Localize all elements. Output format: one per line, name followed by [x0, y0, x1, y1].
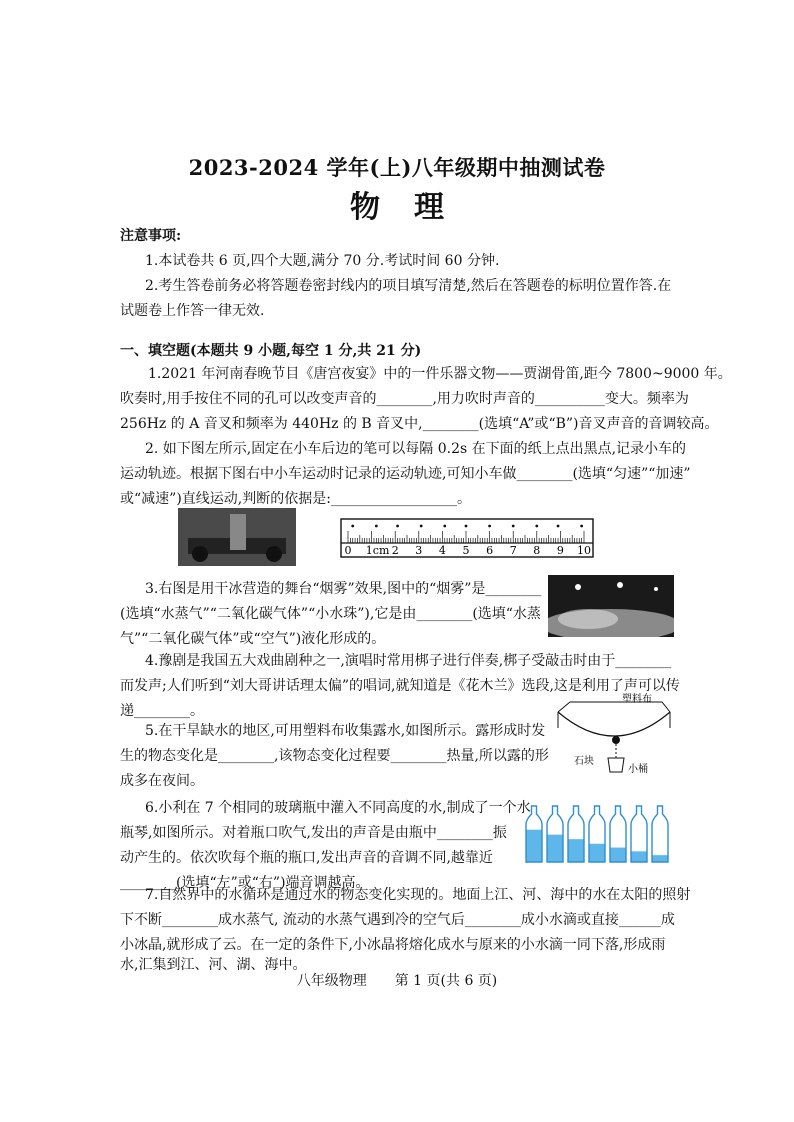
q3-line-1: 3.右图是用干冰营造的舞台“烟雾”效果,图中的“烟雾”是________	[145, 581, 542, 597]
ruler-label: 1cm	[365, 544, 390, 557]
label-plastic-cloth: 塑料布	[622, 694, 652, 705]
ruler-label: 10	[577, 544, 591, 557]
glass-bottle	[610, 806, 626, 862]
stage-fog-image	[548, 575, 674, 637]
ruler-label: 9	[556, 544, 564, 557]
trajectory-dot	[396, 525, 399, 528]
glass-bottle	[589, 806, 605, 862]
q3-line-2: (选填“水蒸气”“二氧化碳气体”“小水珠”),它是由________(选填“水蒸	[120, 606, 541, 622]
notes-item-2a: 2.考生答卷前务必将答题卷密封线内的项目填写清楚,然后在答题卷的标明位置作答.在	[145, 278, 672, 294]
notes-item-1: 1.本试卷共 6 页,四个大题,满分 70 分.考试时间 60 分钟.	[145, 253, 500, 269]
ruler-label: 6	[486, 544, 494, 557]
q4-line-3: 递________。	[120, 703, 204, 719]
bottle-water	[631, 851, 647, 862]
glass-bottle	[547, 806, 563, 862]
trajectory-dot	[488, 525, 491, 528]
q2-line-3: 或“减速”)直线运动,判断的依据是:__________________。	[120, 491, 471, 507]
q5-line-2: 生的物态变化是________,该物态变化过程要________热量,所以露的形	[120, 748, 549, 764]
q2-line-2: 运动轨迹。根据下图右中小车运动时记录的运动轨迹,可知小车做________(选填“匀速”“加速”	[120, 466, 691, 482]
trajectory-dot	[580, 525, 583, 528]
car-photo	[178, 508, 296, 566]
q6-line-1: 6.小利在 7 个相同的玻璃瓶中灌入不同高度的水,制成了一个水	[145, 800, 531, 816]
dew-collector-figure	[552, 690, 676, 782]
ruler-label: 8	[533, 544, 541, 557]
q4-line-1: 4.豫剧是我国五大戏曲剧种之一,演唱时常用梆子进行伴奏,梆子受敲击时由于________	[145, 653, 672, 669]
q7-line-4: 水,汇集到江、河、湖、海中。	[120, 957, 307, 973]
bottle-water	[547, 835, 563, 862]
stage-fog-photo	[548, 575, 674, 637]
car-photo-image	[178, 508, 296, 566]
trajectory-dot	[351, 525, 354, 528]
exam-title: 2023-2024 学年(上)八年级期中抽测试卷	[188, 155, 606, 180]
ruler-label: 4	[438, 544, 446, 557]
q6-line-3: 动产生的。依次吹每个瓶的瓶口,发出声音的音调不同,越靠近	[120, 850, 493, 866]
q7-line-1: 7.自然界中的水循环是通过水的物态变化实现的。地面上江、河、海中的水在太阳的照射	[145, 887, 691, 903]
q5-line-1: 5.在干旱缺水的地区,可用塑料布收集露水,如图所示。露形成时发	[145, 723, 546, 739]
label-bucket: 小桶	[628, 764, 648, 775]
bottle-water	[568, 839, 584, 862]
notes-item-2b: 试题卷上作答一律无效.	[120, 303, 265, 319]
q5-line-3: 成多在夜间。	[120, 773, 204, 789]
trajectory-dot	[420, 525, 423, 528]
ruler-label: 7	[509, 544, 517, 557]
water-bottles-figure	[522, 800, 672, 870]
q1-line-2: 吹奏时,用手按住不同的孔可以改变声音的________,用力吹时声音的__________变大。频率为	[120, 391, 689, 407]
ruler-label: 3	[415, 544, 423, 557]
q7-line-3: 小冰晶,就形成了云。在一定的条件下,小冰晶将熔化成水与原来的小水滴一同下落,形成雨	[120, 937, 666, 953]
section-heading: 一、填空题(本题共 9 小题,每空 1 分,共 21 分)	[120, 343, 422, 359]
trajectory-dot	[535, 525, 538, 528]
q3-line-3: 气”“二氧化碳气体”或“空气”)液化形成的。	[120, 631, 386, 647]
glass-bottle	[526, 806, 542, 862]
glass-bottle	[631, 806, 647, 862]
bottle-water	[526, 830, 542, 862]
trajectory-dot	[557, 525, 560, 528]
ruler-label: 0	[344, 544, 352, 557]
ruler-figure	[340, 518, 594, 558]
glass-bottle	[568, 806, 584, 862]
bottle-water	[610, 848, 626, 862]
trajectory-dot	[465, 525, 468, 528]
trajectory-dot	[512, 525, 515, 528]
trajectory-dot	[375, 525, 378, 528]
q2-line-1: 2. 如下图左所示,固定在小车后边的笔可以每隔 0.2s 在下面的纸上点出黑点,记录小车的	[145, 441, 687, 457]
q7-line-2: 下不断________成水蒸气, 流动的水蒸气遇到冷的空气后________成小水滴或直接______成	[120, 912, 675, 928]
bottle-water	[652, 855, 668, 862]
glass-bottle	[652, 806, 668, 862]
notes-heading: 注意事项:	[120, 228, 182, 244]
label-stone: 石块	[574, 756, 594, 767]
bottle-water	[589, 844, 605, 862]
q4-line-2: 而发声;人们听到“刘大哥讲话理太偏”的唱词,就知道是《花木兰》选段,这是利用了声可以传	[120, 678, 680, 694]
subject-title: 物理	[350, 190, 478, 225]
ruler-label: 5	[462, 544, 470, 557]
q1-line-1: 1.2021 年河南春晚节目《唐宫夜宴》中的一件乐器文物——贾湖骨笛,距今 7800~9000 年。	[148, 366, 732, 382]
ruler-label: 2	[391, 544, 399, 557]
trajectory-dot	[443, 525, 446, 528]
page-footer: 八年级物理 第 1 页(共 6 页)	[296, 973, 498, 989]
q6-line-4: ________(选填“左”或“右”)端音调越高。	[120, 875, 370, 891]
q6-line-2: 瓶琴,如图所示。对着瓶口吹气,发出的声音是由瓶中________振	[120, 825, 507, 841]
bottle-outline	[652, 806, 668, 862]
q1-line-3: 256Hz 的 A 音叉和频率为 440Hz 的 B 音叉中,________(选填“A”或“B”)音叉声音的音调较高。	[120, 416, 719, 432]
